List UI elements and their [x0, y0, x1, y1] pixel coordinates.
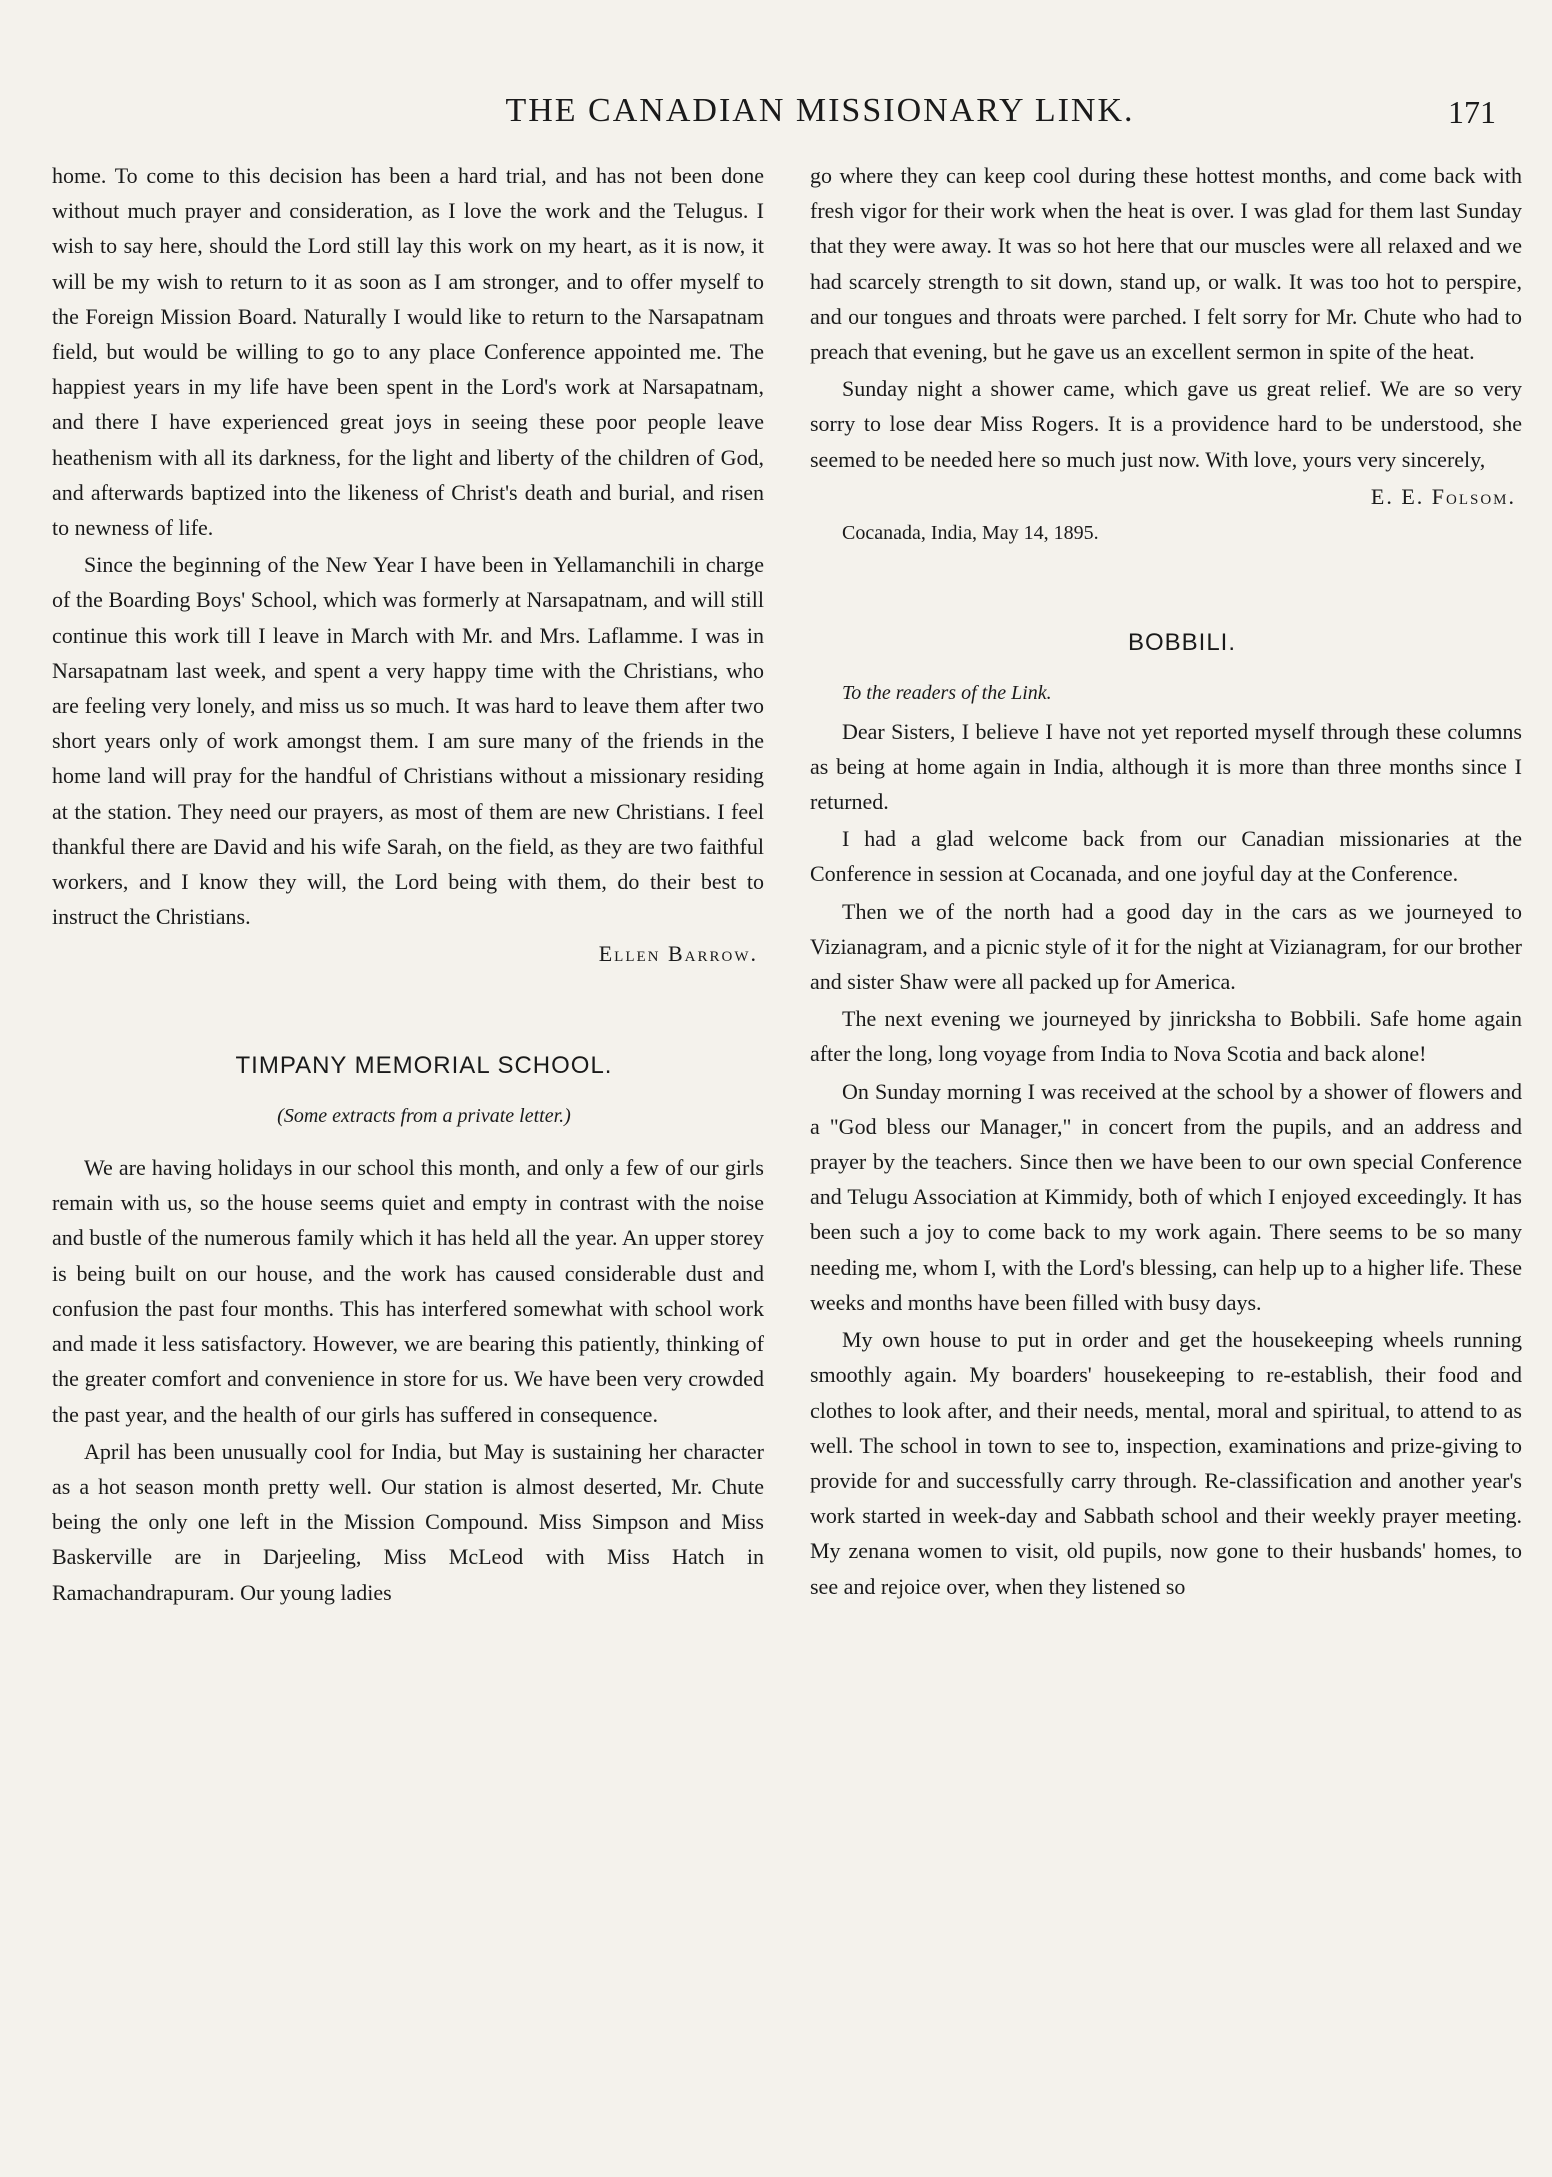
timpany-paragraph: We are having holidays in our school this month, and only a few of our girls remain with us, so the house seems quiet and empty in contrast with the noise and bustle of the numerous family which it has held all the year. An upper storey is being built on our house, and the work has caused considerable dust and confusion the past four months. This has interfered somewhat with school work and made it less satisfactory. However, we are bearing this patiently, thinking of the greater comfort and convenience in store for us. We have been very crowded the past year, and the health of our girls has suffered in consequence. — [52, 1155, 764, 1427]
bobbili-paragraph: Dear Sisters, I believe I have not yet reported myself through these columns as being at home again in India, although it is more than three months since I returned. — [810, 718, 1522, 815]
sunday-paragraph: Sunday night a shower came, which gave us great relief. We are so very sorry to lose dear Miss Rogers. It is a providence hard to be understood, she seemed to be needed here so much just now. With love, yours very sincerely, — [810, 376, 1522, 472]
bobbili-paragraph: Then we of the north had a good day in the cars as we journeyed to Vizianagram, and a picnic style of it for the night at Vizianagram, for our brother and sister Shaw were all packed up for America. — [810, 898, 1522, 995]
signature-folsom: E. E. Folsom. — [1370, 483, 1516, 509]
bobbili-paragraph: My own house to put in order and get the housekeeping wheels running smoothly again. My boarders' housekeeping to re-establish, their food and clothes to look after, and their needs, mental, moral and spiritual, to attend to as well. The school in town to see to, inspection, examinations and prize-giving to provide for and successfully carry through. Re-classification and another year's work started in week-day and Sabbath school and their weekly prayer meeting. My zenana women to visit, old pupils, now gone to their husbands' homes, to see and rejoice over, when they listened so — [810, 1327, 1522, 1599]
dateline: Cocanada, India, May 14, 1895. — [842, 522, 1099, 545]
bobbili-paragraph: The next evening we journeyed by jinricksha to Bobbili. Safe home again after the long, long voyage from India to Nova Scotia and back alone! — [810, 1006, 1522, 1067]
intro-paragraph: home. To come to this decision has been a hard trial, and has not been done without much prayer and consideration, as I love the work and the Telugus. I wish to say here, should the Lord still lay this work on my heart, as it is now, it will be my wish to return to it as soon as I am stronger, and to offer myself to the Foreign Mission Board. Naturally I would like to return to the Narsapatnam field, but would be willing to go to any place Conference appointed me. The happiest years in my life have been spent in the Lord's work at Narsapatnam, and there I have experienced great joys in seeing these poor people leave heathenism with all its darkness, for the light and liberty of the children of God, and afterwards baptized into the likeness of Christ's death and burial, and risen to newness of life. — [52, 163, 764, 541]
signature-barrow: Ellen Barrow. — [598, 941, 758, 967]
article-heading-bobbili: BOBBILI. — [1127, 629, 1237, 657]
page-number: 171 — [1448, 94, 1496, 130]
running-head: THE CANADIAN MISSIONARY LINK. — [505, 92, 1135, 129]
second-paragraph: Since the beginning of the New Year I have been in Yellamanchili in charge of the Boarding Boys' School, which was formerly at Narsapatnam, and will still continue this work till I leave in March with Mr. and Mrs. Laflamme. I was in Narsapatnam last week, and spent a very happy time with the Christians, who are feeling very lonely, and miss us so much. It was hard to leave them after two short years only of work amongst them. I am sure many of the friends in the home land will pray for the handful of Christians without a missionary residing at the station. They need our prayers, as most of them are new Christians. I feel thankful there are David and his wife Sarah, on the field, as they are two faithful workers, and I know they will, the Lord being with them, do their best to instruct the Christians. — [52, 552, 764, 930]
right-column — [810, 158, 1522, 1606]
continuation-paragraph: go where they can keep cool during these hottest months, and come back with fresh vigor for their work when the heat is over. I was glad for them last Sunday that they were away. It was so hot here that our muscles were all relaxed and we had scarcely strength to sit down, stand up, or walk. It was too hot to perspire, and our tongues and throats were parched. I felt sorry for Mr. Chute who had to preach that evening, but he gave us an excellent sermon in spite of the heat. — [810, 163, 1522, 365]
article-heading-timpany: TIMPANY MEMORIAL SCHOOL. — [235, 1051, 613, 1079]
article-subheading-timpany: (Some extracts from a private letter.) — [277, 1104, 571, 1127]
bobbili-paragraph: I had a glad welcome back from our Canadian missionaries at the Conference in session at Cocanada, and one joyful day at the Conference. — [810, 826, 1522, 887]
left-column — [52, 158, 764, 1612]
timpany-paragraph: April has been unusually cool for India, but May is sustaining her character as a hot season month pretty well. Our station is almost deserted, Mr. Chute being the only one left in the Mission Compound. Miss Simpson and Miss Baskerville are in Darjeeling, Miss McLeod with Miss Hatch in Ramachandrapuram. Our young ladies — [52, 1438, 764, 1605]
bobbili-paragraph: On Sunday morning I was received at the school by a shower of flowers and a "God bless our Manager," in concert from the pupils, and an address and prayer by the teachers. Since then we have been to our own special Conference and Telugu Association at Kimmidy, both of which I enjoyed exceedingly. It has been such a joy to come back to my work again. There seems to be so many needing me, whom I, with the Lord's blessing, can help up to a higher life. These weeks and months have been filled with busy days. — [810, 1078, 1522, 1315]
salutation: To the readers of the Link. — [842, 682, 1052, 705]
